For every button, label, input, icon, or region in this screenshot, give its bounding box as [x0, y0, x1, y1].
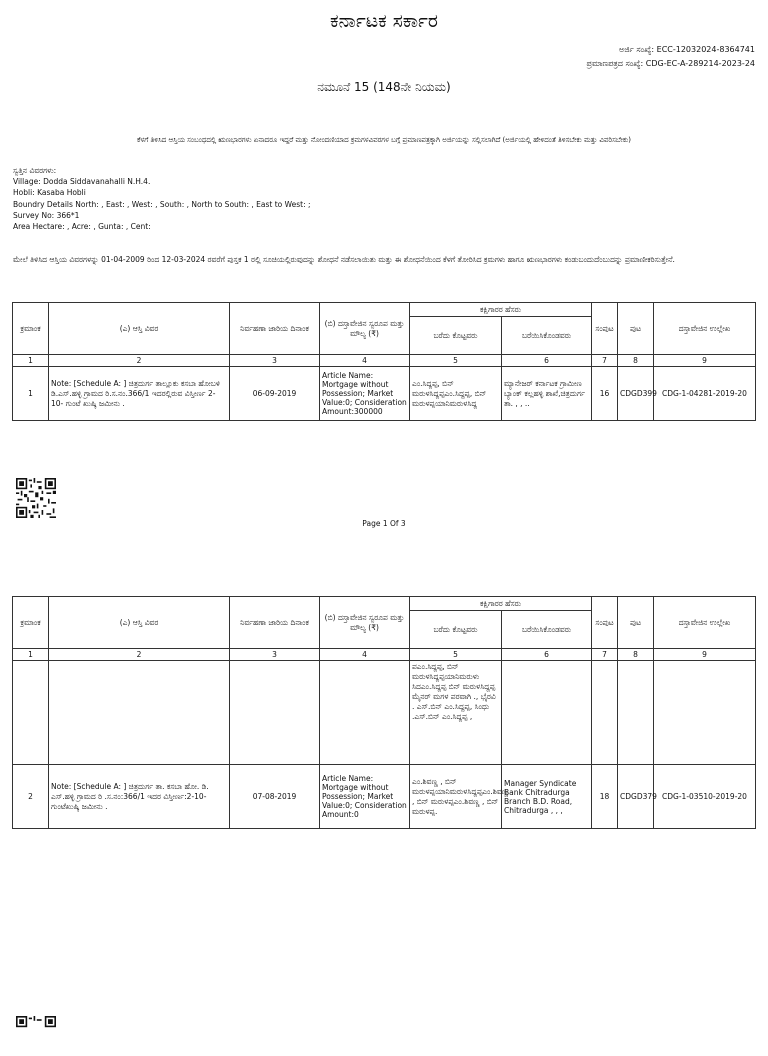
col-number: 5 [410, 649, 502, 661]
header-property: (ಎ) ಆಸ್ತಿ ವಿವರ [49, 597, 230, 649]
header-exec-date: ನಿರ್ವಹಣಾ ಜಾರಿಯ ದಿನಾಂಕ [230, 597, 320, 649]
col-number: 7 [592, 355, 618, 367]
cell-ref [654, 661, 756, 765]
col-number: 4 [320, 355, 410, 367]
col-number: 5 [410, 355, 502, 367]
property-heading: ಸ್ವತ್ತಿನ ವಿವರಗಳು: [13, 166, 57, 175]
header-claimant: ಬರೆಯಿಸಿಕೊಂಡವರು [502, 317, 592, 355]
application-number: ಅರ್ಜಿ ಸಂಖ್ಯೆ: ECC-12032024-8364741 [619, 45, 755, 54]
qr-code-icon [16, 1016, 56, 1056]
col-number: 1 [13, 649, 49, 661]
cell-doc [320, 661, 410, 765]
header-parties: ಕಕ್ಷಿಗಾರರ ಹೆಸರು [410, 303, 592, 317]
cell-claimant [502, 661, 592, 765]
cell-volume: 18 [592, 765, 618, 829]
header-doc-nature: (ಬಿ) ದಸ್ತಾವೇಜಿನ ಸ್ವರೂಪ ಮತ್ತು ಮೌಲ್ಯ (₹) [320, 303, 410, 355]
cell-volume: 16 [592, 367, 618, 421]
cell-property: Note: [Schedule A: ] ಚಿತ್ರದುರ್ಗ ತಾಲ್ಲೂಕು ಕಸಬಾ ಹೋಬಳಿ ಡಿ.ಎಸ್.ಹಳ್ಳಿ ಗ್ರಾಮದ ರಿ.ಸ.ನಂ.366/1 ಇದರಲ್ಲಿರುವ ವಿಸ್ತೀರ್ಣ 2-10- ಗುಂಟೆ ಖುಷ್ಕಿ ಜಮೀನು . [49, 367, 230, 421]
header-executant: ಬರೆದು ಕೊಟ್ಟವರು [410, 611, 502, 649]
header-page: ಪುಟ [618, 303, 654, 355]
col-number: 2 [49, 355, 230, 367]
header-property: (ಎ) ಆಸ್ತಿ ವಿವರ [49, 303, 230, 355]
cell-serial: 2 [13, 765, 49, 829]
cell-executant: ಎಂ.ಸಿದ್ದಪ್ಪ, ಬಿನ್ ಮರುಳಸಿದ್ದಪ್ಪಎಂ.ಸಿದ್ದಪ್ಪ, ಬಿನ್ ಮರುಳಪ್ಪಯಾನಿಮರುಳಸಿದ್ದ [410, 367, 502, 421]
table-row [13, 765, 756, 829]
property-village: Village: Dodda Siddavanahalli N.H.4. [13, 177, 151, 187]
cell-claimant: Manager Syndicate Bank Chitradurga Branch B.D. Road, Chitradurga , , , [502, 765, 592, 829]
property-area: Area Hectare: , Acre: , Gunta: , Cent: [13, 222, 151, 232]
col-number: 3 [230, 355, 320, 367]
property-details [13, 165, 311, 232]
page-number: Page 1 Of 3 [362, 519, 406, 528]
table-row [13, 661, 756, 765]
header-claimant: ಬರೆಯಿಸಿಕೊಂಡವರು [502, 611, 592, 649]
certification-text: ಮೇಲೆ ತಿಳಿಸಿದ ಆಸ್ತಿಯ ವಿವರಗಳನ್ನು 01-04-2009 ರಿಂದ 12-03-2024 ರವರೆಗೆ ಪುಸ್ತಕ 1 ರಲ್ಲಿ ಸೂಚಿಯಲ್ಲಿರುವುದನ್ನು ಶೋಧನೆ ನಡೆಸಲಾಯಿತು ಮತ್ತು ಈ ಶೋಧನೆಯಿಂದ ಕೆಳಗೆ ತೋರಿಸಿದ ಕ್ರಮಗಳು ಹಾಗೂ ಋಣಭಾರಗಳು ಕಂಡುಬಂದುದೆಂಬುದನ್ನು ಪ್ರಮಾಣೀಕರಿಸುತ್ತೇನೆ. [13, 255, 675, 264]
col-number: 9 [654, 355, 756, 367]
header-doc-ref: ದಸ್ತಾವೇಜಿನ ಉಲ್ಲೇಖ [654, 303, 756, 355]
table-row [13, 367, 756, 421]
qr-code-icon [16, 478, 56, 518]
col-number: 6 [502, 649, 592, 661]
cell-property: Note: [Schedule A: ] ಚಿತ್ರದುರ್ಗ ತಾ. ಕಸಬಾ ಹೋ. ಡಿ. ಎಸ್.ಹಳ್ಳಿ ಗ್ರಾಮದ ರಿ .ಸ.ನಂ:366/1 ಇದರ ವಿಸ್ತೀರ್ಣ:2-10-ಗುಂಟೆಖುಷ್ಕಿ ಜಮೀನು . [49, 765, 230, 829]
cell-property [49, 661, 230, 765]
col-number: 8 [618, 649, 654, 661]
header-doc-ref: ದಸ್ತಾವೇಜಿನ ಉಲ್ಲೇಖ [654, 597, 756, 649]
col-number: 1 [13, 355, 49, 367]
header-exec-date: ನಿರ್ವಹಣಾ ಜಾರಿಯ ದಿನಾಂಕ [230, 303, 320, 355]
intro-text: ಕೆಳಗೆ ತಿಳಿಸಿದ ಆಸ್ತಿಯ ಸಂಬಂಧದಲ್ಲಿ ಋಣಭಾರಗಳು ಏನಾದರೂ ಇದ್ದರೆ ಮತ್ತು ನೋಂದಣಿಯಾದ ಕ್ರಮಗಳವಿವರಗಳ ಬಗ್ಗೆ ಪ್ರಮಾಣಪತ್ರಕ್ಕಾಗಿ ಅರ್ಜಿಯನ್ನು ಸಲ್ಲಿಸಲಾಗಿದೆ (ಅರ್ಜಿಯಲ್ಲಿ ಹೇಳಿದಂತೆ ತಿಳಿಸಬೇಕು ಮತ್ತು ವಿವರಿಸಬೇಕು) [137, 136, 631, 144]
cell-claimant: ಮ್ಯಾನೇಜರ್ ಕರ್ನಾಟಕ ಗ್ರಾಮೀಣ ಬ್ಯಾಂಕ್ ಕಲ್ಲಹಳ್ಳಿ ಶಾಖೆ,ಚಿತ್ರದುರ್ಗ ತಾ. , , .. [502, 367, 592, 421]
col-number: 8 [618, 355, 654, 367]
reference-numbers [587, 43, 756, 71]
col-number: 2 [49, 649, 230, 661]
header-page: ಪುಟ [618, 597, 654, 649]
cell-executant: ಎಂ.ಶಿವಣ್ಣ , ಬಿನ್ ಮರುಳಪ್ಪಯಾನಿಮರುಳಸಿದ್ದಪ್ಪಎಂ.ಶಿವಣ್ಣ , ಬಿನ್ ಮರುಳಪ್ಪಎಂ.ಶಿವಣ್ಣ , ಬಿನ್ ಮರುಳಪ್ಪ. [410, 765, 502, 829]
cell-date [230, 661, 320, 765]
property-survey: Survey No: 366*1 [13, 210, 80, 220]
header-executant: ಬರೆದು ಕೊಟ್ಟವರು [410, 317, 502, 355]
cell-page: CDGD399 [618, 367, 654, 421]
property-hobli: Hobli: Kasaba Hobli [13, 188, 86, 198]
header-volume: ಸಂಪುಟ [592, 303, 618, 355]
cell-doc: Article Name: Mortgage without Possession; Market Value:0; Consideration Amount:300000 [320, 367, 410, 421]
col-number: 6 [502, 355, 592, 367]
encumbrance-table-page1 [12, 302, 756, 421]
document-title: ಕರ್ನಾಟಕ ಸರ್ಕಾರ [330, 10, 438, 32]
cell-executant: ಪಎಂ.ಸಿದ್ದಪ್ಪ, ಬಿನ್ ಮರುಳಸಿದ್ದಪ್ಪಯಾನಿಮರುಳು ಸಿದಎಂ.ಸಿದ್ದಪ್ಪ ಬಿನ್ ಮರುಳಸಿದ್ದಪ್ಪ ಮೈನರ್ ಮಗಳ ಪರವಾಗಿ ., ಭೈರವಿ . ಎಸ್.ಬಿನ್ ಎಂ.ಸಿದ್ದಪ್ಪ, ಸಿಂಧು .ಎಸ್.ಬಿನ್ ಎಂ.ಸಿದ್ದಪ್ಪ , [410, 661, 502, 765]
cell-ref: CDG-1-04281-2019-20 [654, 367, 756, 421]
encumbrance-table-page2 [12, 596, 756, 829]
cell-serial [13, 661, 49, 765]
cell-volume [592, 661, 618, 765]
header-parties: ಕಕ್ಷಿಗಾರರ ಹೆಸರು [410, 597, 592, 611]
col-number: 7 [592, 649, 618, 661]
cell-page: CDGD379 [618, 765, 654, 829]
property-boundary: Boundry Details North: , East: , West: , South: , North to South: , East to West: ; [13, 199, 311, 209]
cell-doc: Article Name: Mortgage without Possession; Market Value:0; Consideration Amount:0 [320, 765, 410, 829]
col-number: 3 [230, 649, 320, 661]
header-serial: ಕ್ರಮಾಂಕ [13, 597, 49, 649]
header-serial: ಕ್ರಮಾಂಕ [13, 303, 49, 355]
form-name: ನಮೂನೆ 15 (148ನೇ ನಿಯಮ) [317, 80, 451, 94]
header-doc-nature: (ಬಿ) ದಸ್ತಾವೇಜಿನ ಸ್ವರೂಪ ಮತ್ತು ಮೌಲ್ಯ (₹) [320, 597, 410, 649]
cell-date: 07-08-2019 [230, 765, 320, 829]
header-volume: ಸಂಪುಟ [592, 597, 618, 649]
col-number: 4 [320, 649, 410, 661]
cell-serial: 1 [13, 367, 49, 421]
col-number: 9 [654, 649, 756, 661]
cell-date: 06-09-2019 [230, 367, 320, 421]
certificate-number: ಪ್ರಮಾಣಪತ್ರದ ಸಂಖ್ಯೆ: CDG-EC-A-289214-2023-24 [586, 59, 755, 68]
cell-page [618, 661, 654, 765]
cell-ref: CDG-1-03510-2019-20 [654, 765, 756, 829]
